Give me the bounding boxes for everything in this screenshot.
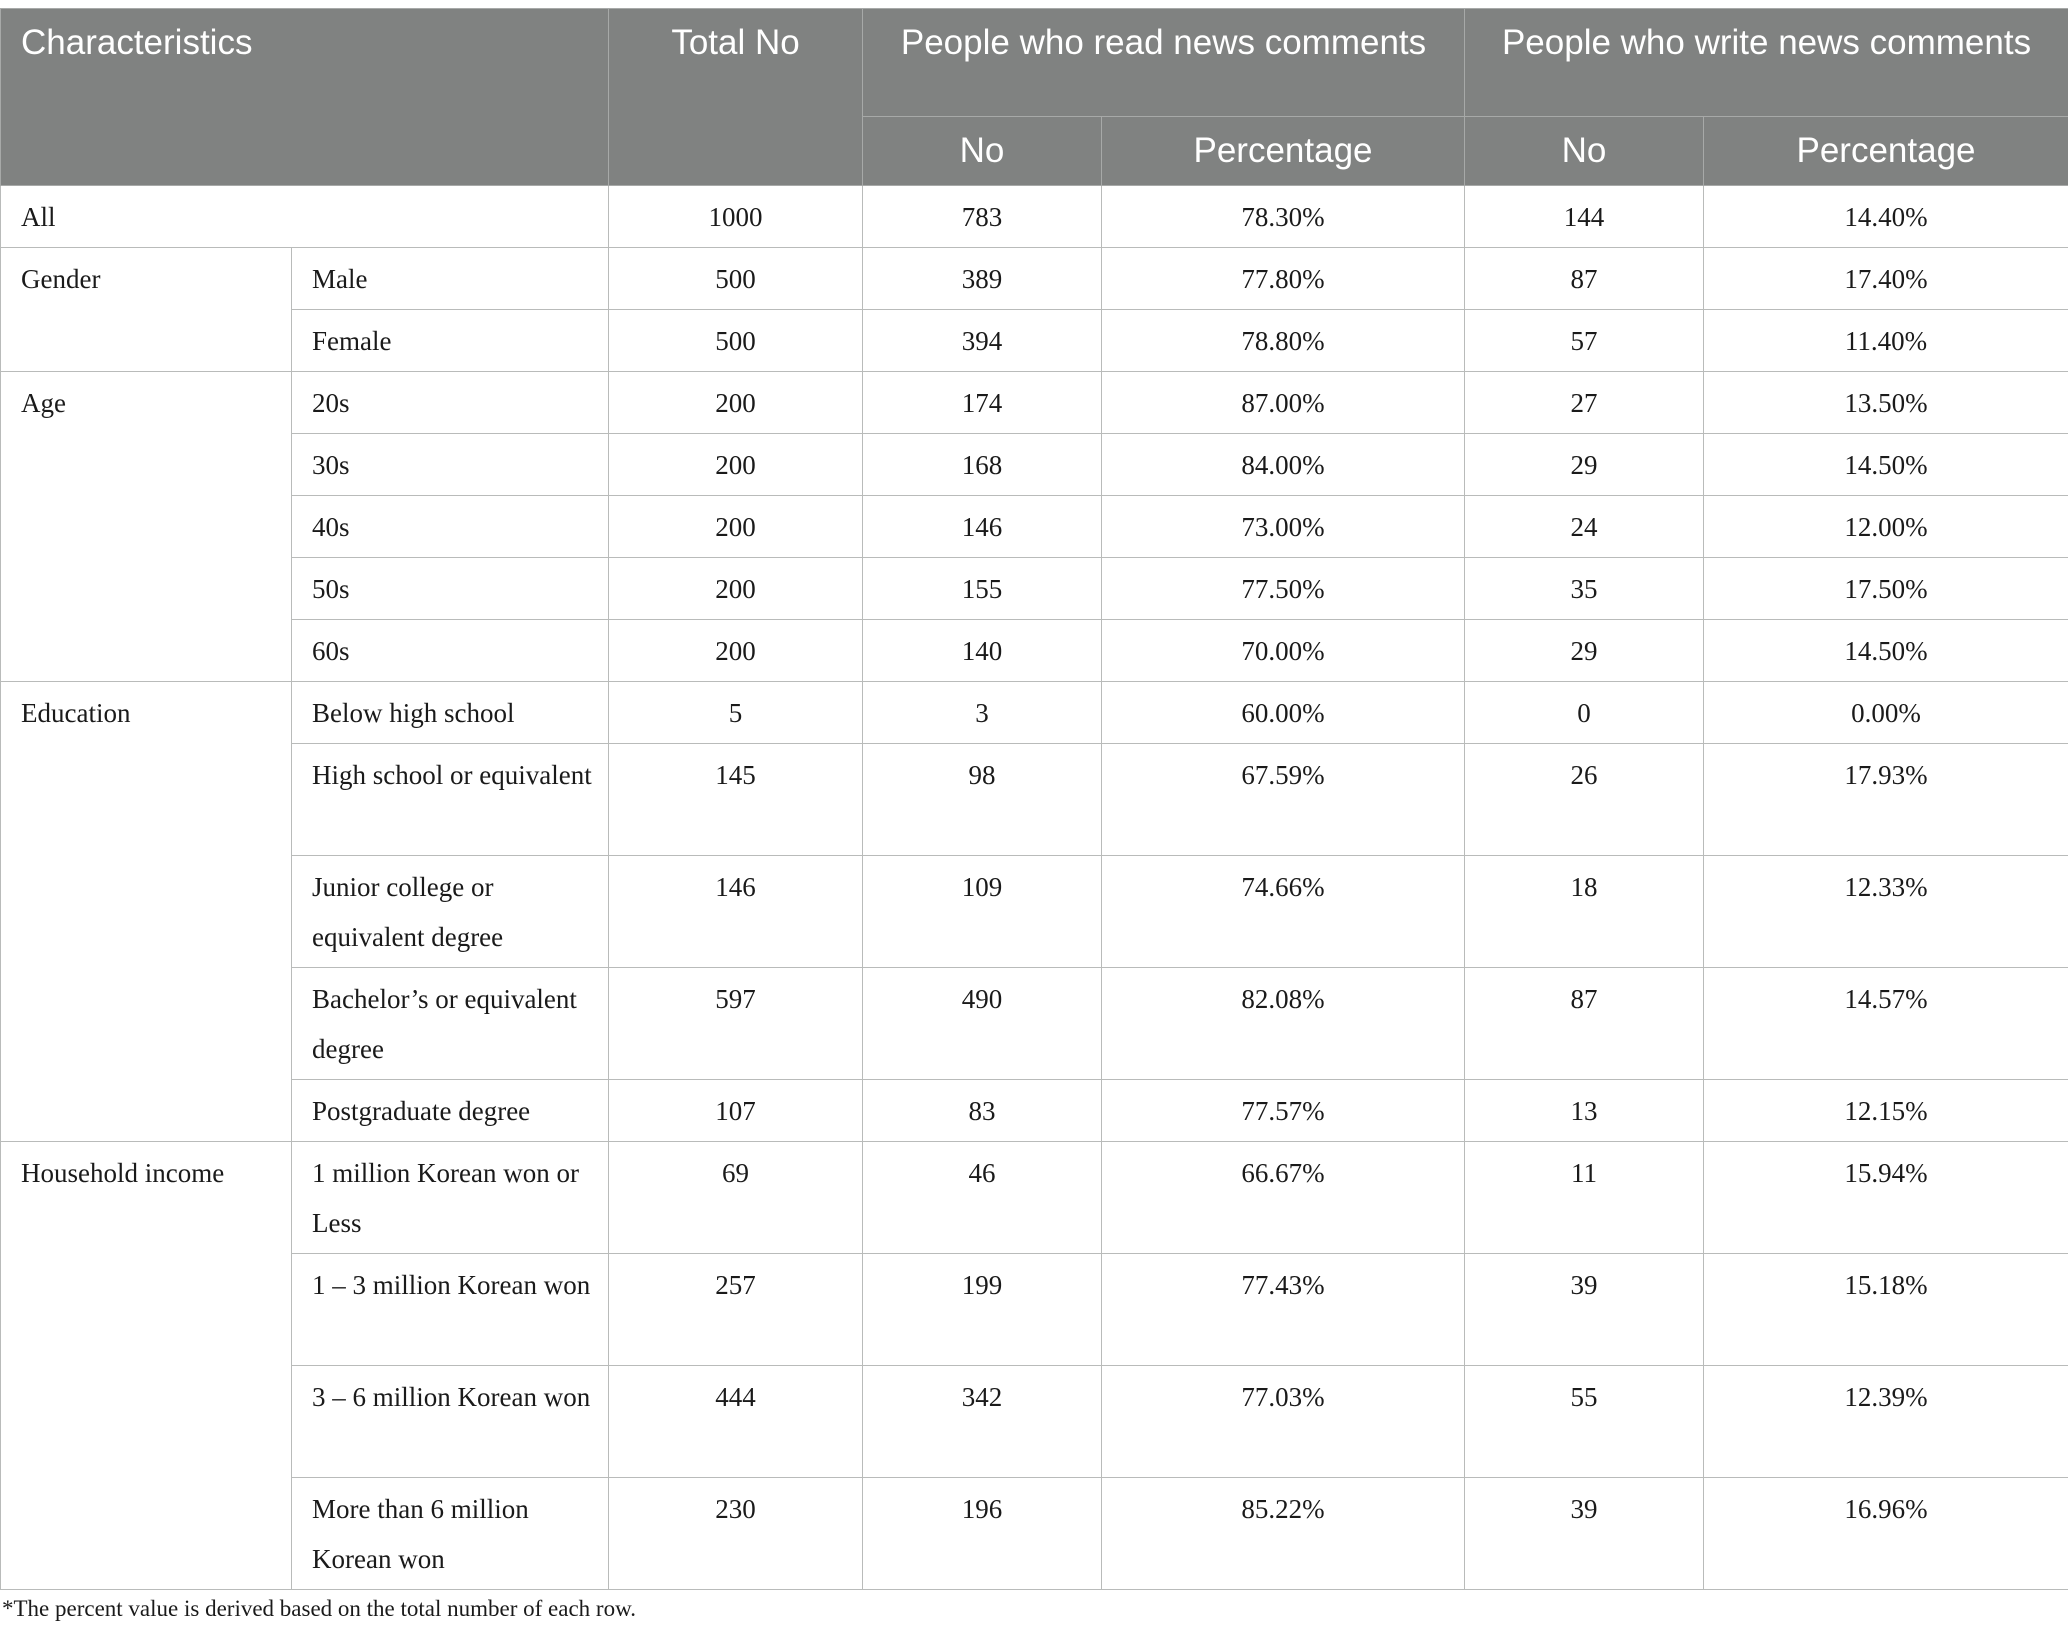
cell-read-pct: 78.80% (1102, 310, 1465, 372)
cell-write-pct: 14.57% (1704, 968, 2068, 1080)
cell-write-no: 0 (1465, 682, 1704, 744)
cell-total: 257 (609, 1254, 863, 1366)
table-footnote: *The percent value is derived based on the total number of each row. (2, 1596, 636, 1621)
table-row (1, 434, 2068, 496)
row-subcategory: Female (292, 310, 609, 372)
row-category: Age (1, 372, 292, 682)
cell-write-pct: 14.40% (1704, 186, 2068, 248)
cell-write-pct: 15.94% (1704, 1142, 2068, 1254)
table-row (1, 496, 2068, 558)
row-subcategory: 3 – 6 million Korean won (292, 1366, 609, 1478)
cell-total: 230 (609, 1478, 863, 1590)
table-row (1, 620, 2068, 682)
cell-write-no: 39 (1465, 1254, 1704, 1366)
cell-total: 200 (609, 496, 863, 558)
cell-read-pct: 70.00% (1102, 620, 1465, 682)
cell-read-pct: 77.80% (1102, 248, 1465, 310)
cell-write-no: 26 (1465, 744, 1704, 856)
cell-write-no: 11 (1465, 1142, 1704, 1254)
cell-write-no: 24 (1465, 496, 1704, 558)
table-row (1, 186, 2068, 248)
table-row (1, 1254, 2068, 1366)
cell-write-pct: 16.96% (1704, 1478, 2068, 1590)
header-read-percentage: Percentage (1102, 117, 1465, 186)
cell-read-pct: 74.66% (1102, 856, 1465, 968)
cell-read-pct: 66.67% (1102, 1142, 1465, 1254)
cell-read-no: 174 (863, 372, 1102, 434)
table-row (1, 1478, 2068, 1590)
cell-read-no: 83 (863, 1080, 1102, 1142)
table-row (1, 744, 2068, 856)
cell-total: 200 (609, 558, 863, 620)
cell-total: 200 (609, 372, 863, 434)
cell-total: 444 (609, 1366, 863, 1478)
cell-total: 145 (609, 744, 863, 856)
row-subcategory: Below high school (292, 682, 609, 744)
cell-read-pct: 82.08% (1102, 968, 1465, 1080)
cell-read-pct: 77.03% (1102, 1366, 1465, 1478)
cell-write-no: 57 (1465, 310, 1704, 372)
cell-read-no: 490 (863, 968, 1102, 1080)
cell-total: 500 (609, 310, 863, 372)
row-category: All (1, 186, 609, 248)
cell-total: 146 (609, 856, 863, 968)
cell-total: 69 (609, 1142, 863, 1254)
row-subcategory: More than 6 million Korean won (292, 1478, 609, 1590)
table-row (1, 682, 2068, 744)
cell-total: 597 (609, 968, 863, 1080)
cell-write-no: 29 (1465, 434, 1704, 496)
table-row (1, 1366, 2068, 1478)
cell-read-pct: 87.00% (1102, 372, 1465, 434)
cell-read-no: 394 (863, 310, 1102, 372)
cell-write-no: 144 (1465, 186, 1704, 248)
row-category: Gender (1, 248, 292, 372)
cell-read-no: 146 (863, 496, 1102, 558)
cell-write-no: 35 (1465, 558, 1704, 620)
cell-read-no: 389 (863, 248, 1102, 310)
row-subcategory: 30s (292, 434, 609, 496)
cell-read-pct: 77.43% (1102, 1254, 1465, 1366)
cell-read-no: 140 (863, 620, 1102, 682)
cell-write-pct: 14.50% (1704, 620, 2068, 682)
cell-read-no: 196 (863, 1478, 1102, 1590)
cell-read-no: 199 (863, 1254, 1102, 1366)
cell-read-no: 783 (863, 186, 1102, 248)
table-row (1, 968, 2068, 1080)
cell-total: 1000 (609, 186, 863, 248)
cell-write-pct: 17.40% (1704, 248, 2068, 310)
row-subcategory: 50s (292, 558, 609, 620)
cell-total: 107 (609, 1080, 863, 1142)
header-write-group: People who write news comments (1465, 9, 2068, 117)
cell-write-pct: 11.40% (1704, 310, 2068, 372)
cell-write-pct: 17.50% (1704, 558, 2068, 620)
cell-read-pct: 78.30% (1102, 186, 1465, 248)
cell-write-pct: 12.39% (1704, 1366, 2068, 1478)
table-row (1, 248, 2068, 310)
cell-write-no: 87 (1465, 248, 1704, 310)
cell-read-pct: 77.57% (1102, 1080, 1465, 1142)
row-category: Household income (1, 1142, 292, 1590)
cell-read-pct: 73.00% (1102, 496, 1465, 558)
cell-write-pct: 12.15% (1704, 1080, 2068, 1142)
table-row (1, 1142, 2068, 1254)
cell-write-pct: 0.00% (1704, 682, 2068, 744)
cell-write-pct: 12.00% (1704, 496, 2068, 558)
cell-write-pct: 14.50% (1704, 434, 2068, 496)
cell-read-pct: 77.50% (1102, 558, 1465, 620)
cell-total: 200 (609, 620, 863, 682)
cell-read-pct: 85.22% (1102, 1478, 1465, 1590)
table-row (1, 310, 2068, 372)
row-subcategory: 40s (292, 496, 609, 558)
cell-write-no: 18 (1465, 856, 1704, 968)
row-subcategory: 20s (292, 372, 609, 434)
row-subcategory: 60s (292, 620, 609, 682)
header-read-no: No (863, 117, 1102, 186)
header-characteristics: Characteristics (1, 9, 609, 186)
cell-read-pct: 60.00% (1102, 682, 1465, 744)
table-row (1, 372, 2068, 434)
row-subcategory: Postgraduate degree (292, 1080, 609, 1142)
cell-write-pct: 15.18% (1704, 1254, 2068, 1366)
row-subcategory: Bachelor’s or equivalent degree (292, 968, 609, 1080)
cell-read-no: 3 (863, 682, 1102, 744)
cell-read-no: 98 (863, 744, 1102, 856)
cell-read-no: 168 (863, 434, 1102, 496)
cell-total: 200 (609, 434, 863, 496)
table-header (1, 9, 2068, 186)
header-total-no: Total No (609, 9, 863, 186)
cell-total: 500 (609, 248, 863, 310)
cell-write-no: 87 (1465, 968, 1704, 1080)
cell-write-pct: 17.93% (1704, 744, 2068, 856)
row-subcategory: Male (292, 248, 609, 310)
row-category: Education (1, 682, 292, 1142)
header-read-group: People who read news comments (863, 9, 1465, 117)
cell-write-no: 13 (1465, 1080, 1704, 1142)
cell-read-pct: 67.59% (1102, 744, 1465, 856)
table-row (1, 558, 2068, 620)
table-body (1, 186, 2068, 1590)
table-row (1, 1080, 2068, 1142)
cell-read-no: 46 (863, 1142, 1102, 1254)
cell-write-pct: 13.50% (1704, 372, 2068, 434)
cell-read-pct: 84.00% (1102, 434, 1465, 496)
cell-read-no: 109 (863, 856, 1102, 968)
cell-write-no: 55 (1465, 1366, 1704, 1478)
cell-write-no: 39 (1465, 1478, 1704, 1590)
table-row (1, 856, 2068, 968)
row-subcategory: 1 – 3 million Korean won (292, 1254, 609, 1366)
header-write-no: No (1465, 117, 1704, 186)
table-container (0, 8, 2068, 1590)
cell-read-no: 342 (863, 1366, 1102, 1478)
header-write-percentage: Percentage (1704, 117, 2068, 186)
cell-write-no: 27 (1465, 372, 1704, 434)
cell-read-no: 155 (863, 558, 1102, 620)
cell-write-pct: 12.33% (1704, 856, 2068, 968)
row-subcategory: 1 million Korean won or Less (292, 1142, 609, 1254)
row-subcategory: Junior college or equivalent degree (292, 856, 609, 968)
row-subcategory: High school or equivalent (292, 744, 609, 856)
cell-total: 5 (609, 682, 863, 744)
news-comments-table (0, 8, 2068, 1590)
cell-write-no: 29 (1465, 620, 1704, 682)
